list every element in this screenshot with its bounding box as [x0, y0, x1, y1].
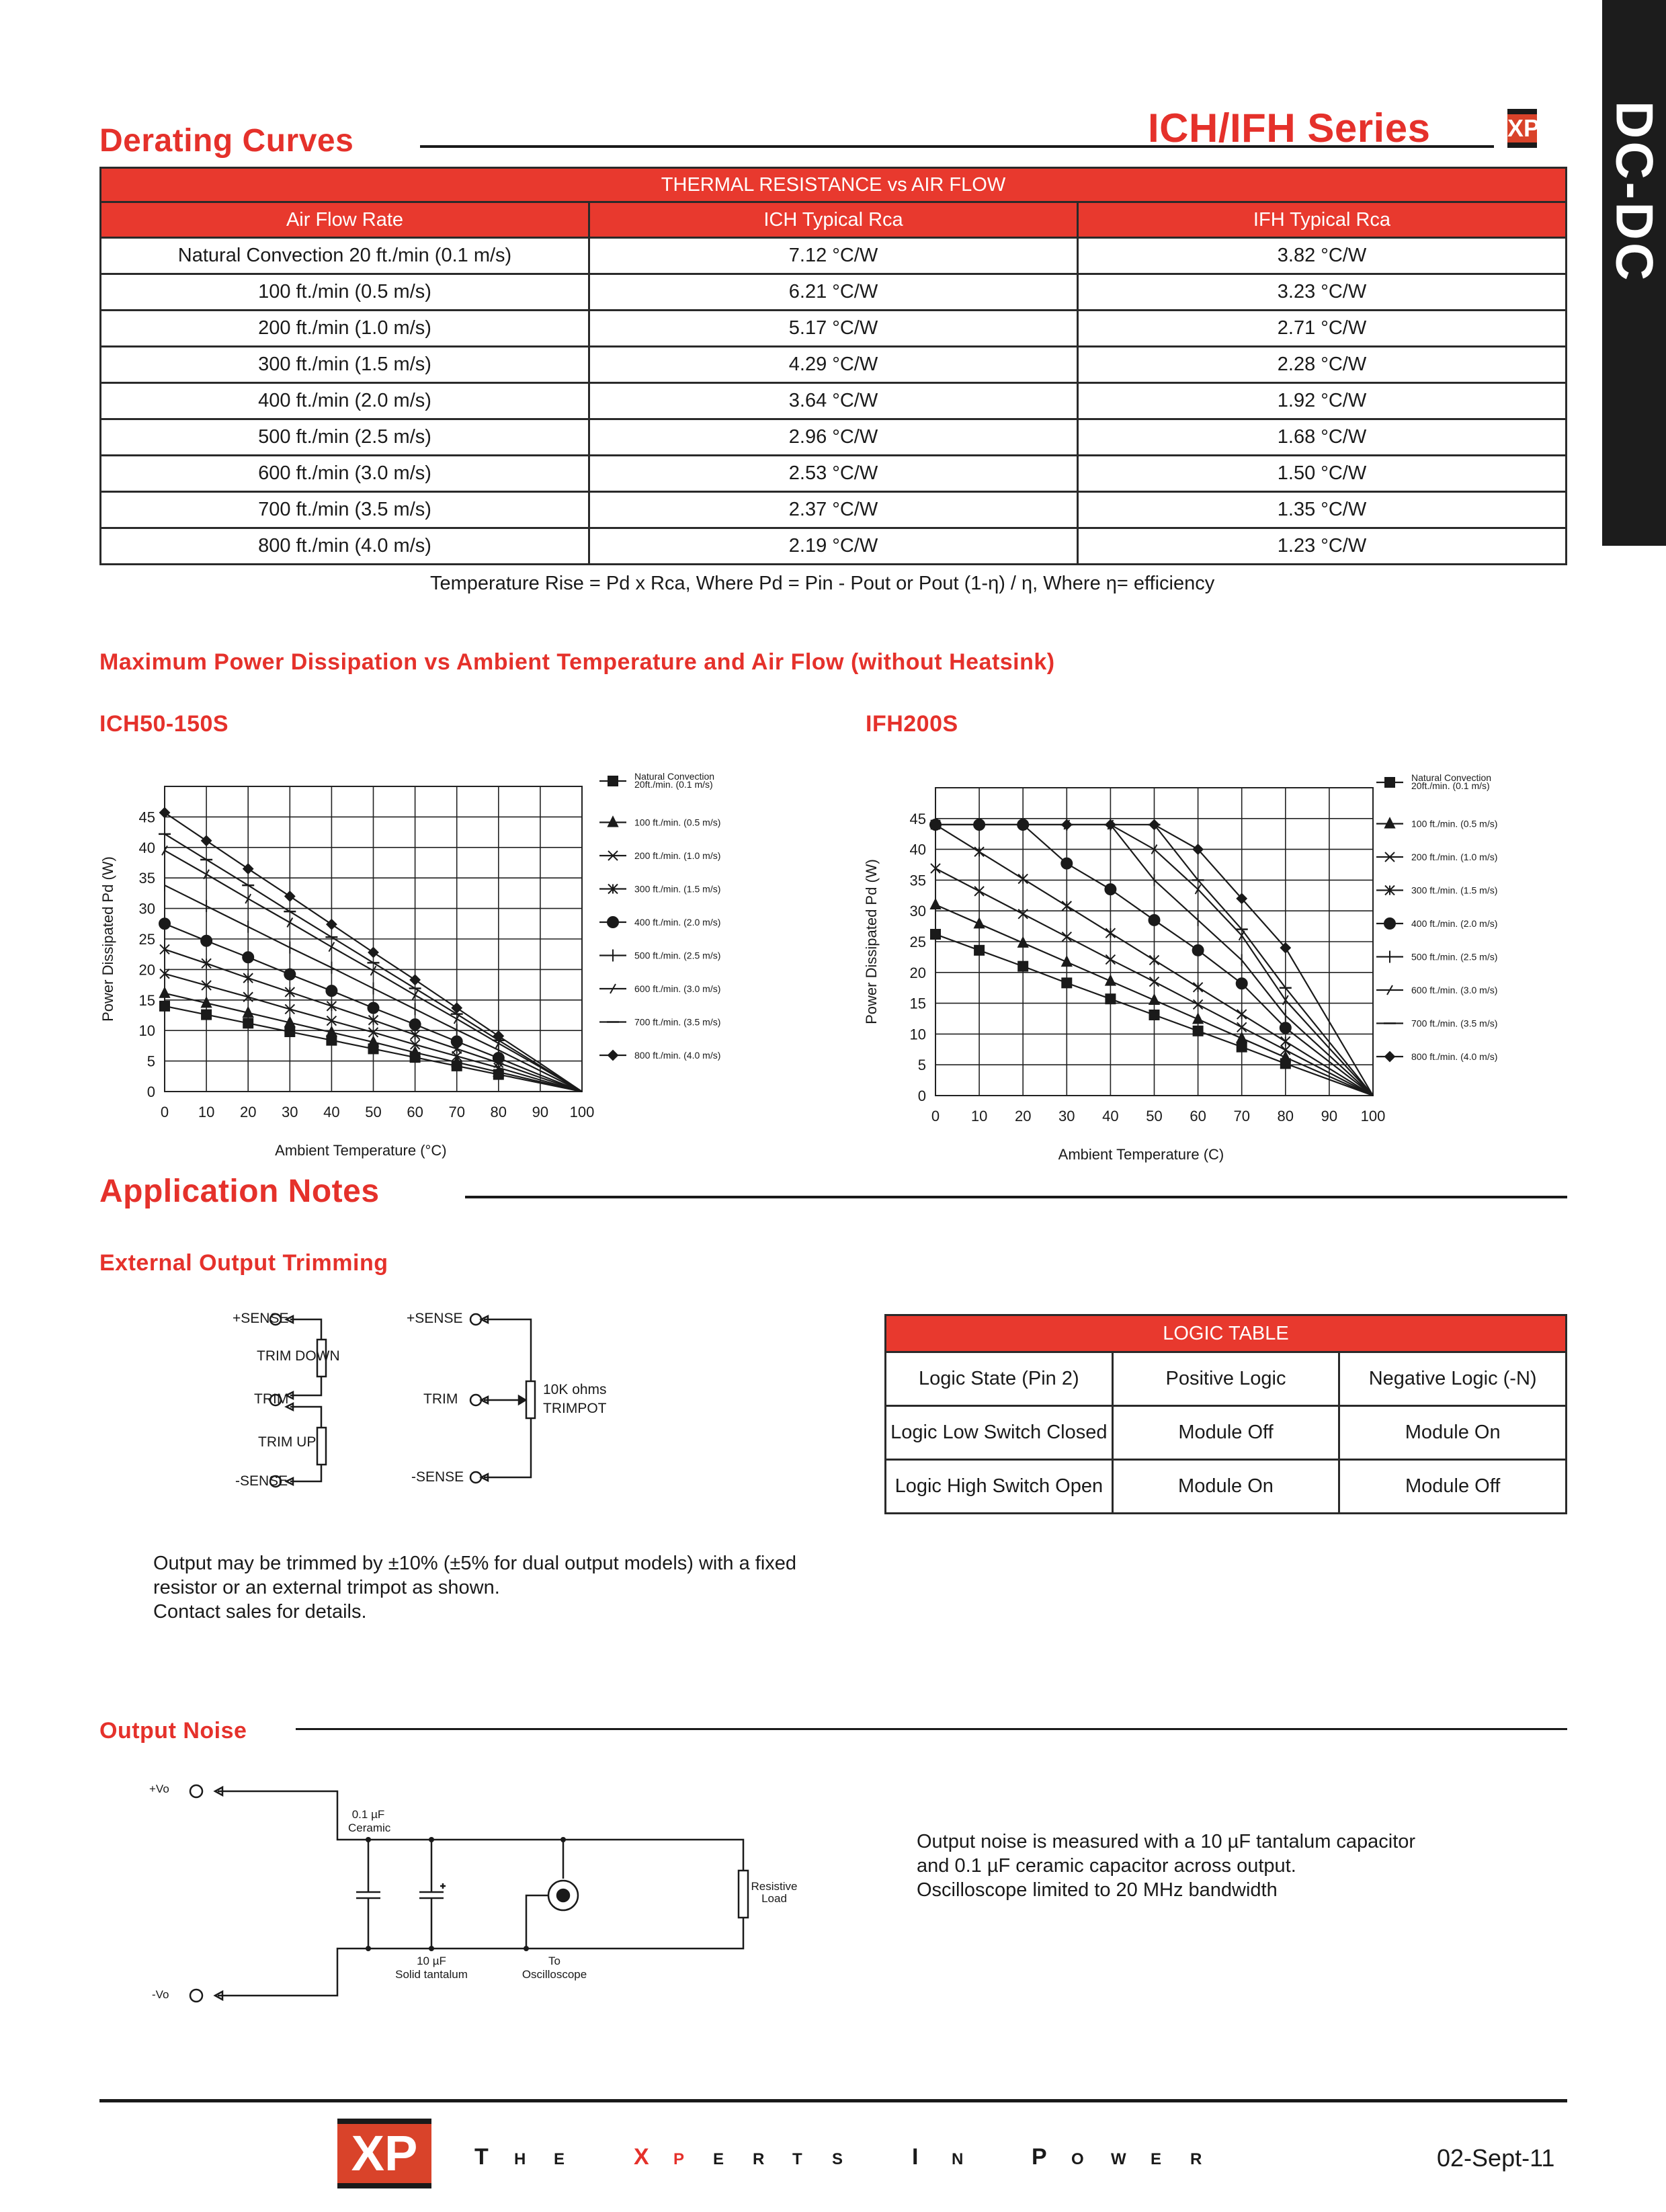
svg-text:15: 15: [909, 995, 926, 1012]
footer-tagline: [474, 2144, 1230, 2170]
xp-logo: XP: [1507, 109, 1537, 148]
cell: 1.50 °C/W: [1078, 456, 1567, 492]
cell: Module On: [1339, 1406, 1567, 1460]
cell: Module On: [1112, 1460, 1339, 1514]
cell: 2.53 °C/W: [589, 456, 1078, 492]
noise-text-line: and 0.1 µF ceramic capacitor across output.: [917, 1855, 1296, 1877]
chart-ich-svg: [94, 766, 793, 1159]
tagline-letter: I: [912, 2144, 919, 2170]
cell: 5.17 °C/W: [589, 311, 1078, 347]
svg-text:600 ft./min. (3.0 m/s): 600 ft./min. (3.0 m/s): [1411, 985, 1498, 995]
cell: 2.96 °C/W: [589, 419, 1078, 456]
svg-text:10: 10: [198, 1104, 215, 1120]
power-dissipation-title: Maximum Power Dissipation vs Ambient Temperature and Air Flow (without Heatsink): [99, 649, 1055, 675]
output-noise-title: Output Noise: [99, 1718, 247, 1744]
svg-text:90: 90: [1321, 1108, 1338, 1124]
cell: 400 ft./min (2.0 m/s): [101, 383, 589, 419]
svg-text:Ambient Temperature (C): Ambient Temperature (C): [1058, 1146, 1224, 1163]
column-header: IFH Typical Rca: [1078, 202, 1567, 238]
svg-text:40: 40: [138, 839, 155, 856]
app-notes-rule: [465, 1196, 1567, 1198]
cell: 600 ft./min (3.0 m/s): [101, 456, 589, 492]
table-row: [101, 383, 1567, 419]
tagline-letter: T: [792, 2150, 802, 2168]
chart-label-ich: ICH50-150S: [99, 711, 229, 737]
cell: 3.64 °C/W: [589, 383, 1078, 419]
svg-text:40: 40: [909, 841, 926, 858]
table-row: [101, 347, 1567, 383]
cell: 500 ft./min (2.5 m/s): [101, 419, 589, 456]
cell: 1.23 °C/W: [1078, 528, 1567, 565]
svg-text:10: 10: [138, 1022, 155, 1040]
label-plus-vo: +Vo: [149, 1783, 169, 1795]
cell: Logic Low Switch Closed: [886, 1406, 1113, 1460]
column-header: Positive Logic: [1112, 1352, 1339, 1406]
footer-xp-logo: XP: [337, 2119, 431, 2188]
label-trim-down: TRIM DOWN: [257, 1348, 340, 1364]
tagline-letter: O: [1071, 2150, 1084, 2168]
svg-text:5: 5: [917, 1057, 926, 1074]
table-row: [886, 1406, 1567, 1460]
tagline-letter: E: [1151, 2150, 1162, 2168]
svg-text:Ambient Temperature (°C): Ambient Temperature (°C): [275, 1142, 447, 1159]
label-minus-vo: -Vo: [152, 1988, 169, 2001]
svg-text:100 ft./min. (0.5 m/s): 100 ft./min. (0.5 m/s): [634, 817, 721, 828]
table-caption: THERMAL RESISTANCE vs AIR FLOW: [101, 168, 1567, 202]
svg-text:45: 45: [138, 809, 155, 826]
svg-text:10: 10: [970, 1108, 988, 1124]
tagline-letter: N: [952, 2150, 964, 2168]
table-row: [101, 311, 1567, 347]
label-line: Ceramic: [348, 1821, 391, 1834]
svg-text:300 ft./min. (1.5 m/s): 300 ft./min. (1.5 m/s): [634, 883, 721, 895]
svg-text:500 ft./min. (2.5 m/s): 500 ft./min. (2.5 m/s): [1411, 951, 1498, 962]
temperature-rise-formula: Temperature Rise = Pd x Rca, Where Pd = Pin - Pout or Pout (1-η) / η, Where η= efficiency: [430, 573, 1215, 594]
chart-label-ifh: IFH200S: [866, 711, 958, 737]
cell: 1.92 °C/W: [1078, 383, 1567, 419]
svg-text:25: 25: [138, 931, 155, 948]
label-plus-sense-right: +SENSE: [407, 1311, 463, 1326]
cell: 3.82 °C/W: [1078, 238, 1567, 274]
svg-text:90: 90: [532, 1104, 549, 1120]
svg-text:0: 0: [917, 1088, 926, 1104]
label-tantalum-cap: [391, 1955, 472, 1981]
label-line: Resistive: [751, 1880, 798, 1893]
label-resistive-load: [747, 1881, 801, 1905]
svg-text:700 ft./min. (3.5 m/s): 700 ft./min. (3.5 m/s): [634, 1016, 721, 1028]
svg-text:60: 60: [1190, 1108, 1206, 1124]
chart-ich50-150s: [94, 766, 793, 1159]
side-tab-label: DC-DC: [1605, 101, 1665, 284]
svg-text:20: 20: [239, 1104, 257, 1120]
external-output-trimming-title: External Output Trimming: [99, 1250, 388, 1276]
svg-text:0: 0: [147, 1083, 155, 1100]
trim-diagram: [202, 1291, 672, 1506]
chart-ifh200s: [847, 766, 1559, 1163]
svg-text:600 ft./min. (3.0 m/s): 600 ft./min. (3.0 m/s): [634, 983, 721, 994]
table-row: [886, 1352, 1567, 1406]
cell: Module Off: [1112, 1406, 1339, 1460]
trimming-description: [153, 1551, 796, 1624]
output-noise-rule: [296, 1728, 1567, 1730]
label-minus-sense-left: -SENSE: [235, 1473, 288, 1489]
svg-text:30: 30: [282, 1104, 298, 1120]
svg-text:100: 100: [1360, 1108, 1386, 1124]
svg-text:0: 0: [160, 1104, 169, 1120]
tagline-letter: H: [514, 2150, 526, 2168]
column-header: ICH Typical Rca: [589, 202, 1078, 238]
svg-text:0: 0: [931, 1108, 940, 1124]
svg-text:400 ft./min. (2.0 m/s): 400 ft./min. (2.0 m/s): [1411, 918, 1498, 929]
svg-text:200 ft./min. (1.0 m/s): 200 ft./min. (1.0 m/s): [634, 850, 721, 861]
cell: 7.12 °C/W: [589, 238, 1078, 274]
svg-text:30: 30: [909, 903, 926, 920]
label-line: Load: [761, 1892, 787, 1905]
table-row: [101, 238, 1567, 274]
label-10k-ohms: 10K ohms: [543, 1382, 607, 1397]
tagline-letter: X: [634, 2144, 649, 2170]
section-title-application-notes: Application Notes: [99, 1174, 380, 1209]
svg-text:20ft./min. (0.1 m/s): 20ft./min. (0.1 m/s): [1411, 780, 1490, 791]
label-line: 0.1 µF: [351, 1808, 385, 1821]
svg-text:5: 5: [147, 1053, 155, 1070]
table-row: [101, 528, 1567, 565]
label-line: Oscilloscope: [522, 1968, 587, 1981]
column-header: Negative Logic (-N): [1339, 1352, 1567, 1406]
svg-text:25: 25: [909, 934, 926, 950]
noise-text-line: Oscilloscope limited to 20 MHz bandwidth: [917, 1879, 1278, 1901]
table-row: [101, 419, 1567, 456]
series-title: ICH/IFH Series: [1148, 106, 1431, 151]
column-header: Logic State (Pin 2): [886, 1352, 1113, 1406]
tagline-letter: E: [554, 2150, 565, 2168]
footer-date: 02-Sept-11: [1437, 2144, 1555, 2172]
tagline-letter: W: [1111, 2150, 1126, 2168]
svg-text:60: 60: [407, 1104, 423, 1120]
cell: 800 ft./min (4.0 m/s): [101, 528, 589, 565]
label-line: To: [548, 1955, 560, 1967]
svg-text:15: 15: [138, 991, 155, 1009]
table-row: [886, 1460, 1567, 1514]
tagline-letter: E: [713, 2150, 724, 2168]
svg-text:20ft./min. (0.1 m/s): 20ft./min. (0.1 m/s): [634, 779, 713, 790]
noise-diagram: [134, 1774, 806, 2010]
cell: 2.37 °C/W: [589, 492, 1078, 528]
label-trim-right: TRIM: [423, 1391, 458, 1407]
cell: 700 ft./min (3.5 m/s): [101, 492, 589, 528]
svg-text:40: 40: [323, 1104, 340, 1120]
svg-text:45: 45: [909, 810, 926, 827]
cell: 1.68 °C/W: [1078, 419, 1567, 456]
cell: 100 ft./min (0.5 m/s): [101, 274, 589, 311]
cell: 4.29 °C/W: [589, 347, 1078, 383]
cell: 1.35 °C/W: [1078, 492, 1567, 528]
noise-description: [917, 1830, 1415, 1902]
label-line: 10 µF: [417, 1955, 446, 1967]
tagline-letter: R: [753, 2150, 765, 2168]
svg-text:80: 80: [1277, 1108, 1294, 1124]
trimming-text-line: resistor or an external trimpot as shown.: [153, 1577, 500, 1598]
svg-text:80: 80: [490, 1104, 507, 1120]
tagline-letter: R: [1190, 2150, 1202, 2168]
cell: Natural Convection 20 ft./min (0.1 m/s): [101, 238, 589, 274]
svg-text:50: 50: [1146, 1108, 1163, 1124]
footer-rule: [99, 2099, 1567, 2102]
table-row: [101, 492, 1567, 528]
tagline-letter: P: [1032, 2144, 1047, 2170]
label-minus-sense-right: -SENSE: [411, 1469, 464, 1485]
section-title-derating-curves: Derating Curves: [99, 123, 354, 159]
label-oscilloscope: [517, 1955, 591, 1981]
svg-text:800 ft./min. (4.0 m/s): 800 ft./min. (4.0 m/s): [1411, 1051, 1498, 1062]
svg-text:30: 30: [138, 900, 155, 917]
label-trim-left: TRIM: [254, 1391, 289, 1407]
svg-text:Power Dissipated Pd (W): Power Dissipated Pd (W): [99, 856, 116, 1022]
table-row: [101, 456, 1567, 492]
side-tab-dc-dc: [1602, 0, 1666, 546]
cell: Logic High Switch Open: [886, 1460, 1113, 1514]
svg-text:20: 20: [909, 964, 926, 981]
svg-text:35: 35: [909, 872, 926, 889]
logic-table: [884, 1314, 1567, 1514]
svg-text:10: 10: [909, 1026, 926, 1043]
label-plus-sense-left: +SENSE: [233, 1311, 289, 1326]
svg-text:40: 40: [1102, 1108, 1119, 1124]
svg-text:30: 30: [1058, 1108, 1075, 1124]
svg-text:200 ft./min. (1.0 m/s): 200 ft./min. (1.0 m/s): [1411, 852, 1498, 862]
tagline-letter: T: [474, 2144, 489, 2170]
table-row: [101, 274, 1567, 311]
svg-text:20: 20: [1014, 1108, 1032, 1124]
cell: Module Off: [1339, 1460, 1567, 1514]
label-trimpot: TRIMPOT: [543, 1401, 607, 1416]
svg-text:100: 100: [569, 1104, 595, 1120]
cell: 300 ft./min (1.5 m/s): [101, 347, 589, 383]
svg-text:100 ft./min. (0.5 m/s): 100 ft./min. (0.5 m/s): [1411, 818, 1498, 829]
logic-table-caption: LOGIC TABLE: [886, 1315, 1567, 1352]
svg-text:800 ft./min. (4.0 m/s): 800 ft./min. (4.0 m/s): [634, 1050, 721, 1061]
svg-text:50: 50: [365, 1104, 382, 1120]
svg-text:70: 70: [448, 1104, 465, 1120]
svg-text:Natural Convection: Natural Convection: [634, 771, 715, 782]
cell: 6.21 °C/W: [589, 274, 1078, 311]
label-line: Solid tantalum: [395, 1968, 468, 1981]
trimming-text-line: Contact sales for details.: [153, 1601, 367, 1623]
svg-text:Power Dissipated Pd (W): Power Dissipated Pd (W): [863, 859, 880, 1024]
cell: 2.19 °C/W: [589, 528, 1078, 565]
thermal-resistance-table: [99, 167, 1567, 565]
chart-ifh-svg: [847, 766, 1559, 1163]
cell: 200 ft./min (1.0 m/s): [101, 311, 589, 347]
svg-text:20: 20: [138, 961, 155, 979]
svg-text:35: 35: [138, 870, 155, 887]
tagline-letter: S: [832, 2150, 843, 2168]
svg-text:400 ft./min. (2.0 m/s): 400 ft./min. (2.0 m/s): [634, 917, 721, 928]
column-header: Air Flow Rate: [101, 202, 589, 238]
svg-text:700 ft./min. (3.5 m/s): 700 ft./min. (3.5 m/s): [1411, 1018, 1498, 1029]
cell: 3.23 °C/W: [1078, 274, 1567, 311]
tagline-letter: P: [673, 2150, 685, 2168]
svg-text:300 ft./min. (1.5 m/s): 300 ft./min. (1.5 m/s): [1411, 885, 1498, 896]
svg-text:70: 70: [1233, 1108, 1250, 1124]
noise-text-line: Output noise is measured with a 10 µF tantalum capacitor: [917, 1831, 1416, 1852]
label-ceramic-cap: [348, 1808, 391, 1835]
svg-text:Natural Convection: Natural Convection: [1411, 772, 1492, 783]
cell: 2.71 °C/W: [1078, 311, 1567, 347]
svg-text:500 ft./min. (2.5 m/s): 500 ft./min. (2.5 m/s): [634, 950, 721, 961]
trimming-text-line: Output may be trimmed by ±10% (±5% for dual output models) with a fixed: [153, 1553, 797, 1574]
cell: 2.28 °C/W: [1078, 347, 1567, 383]
label-trim-up: TRIM UP: [258, 1434, 317, 1450]
